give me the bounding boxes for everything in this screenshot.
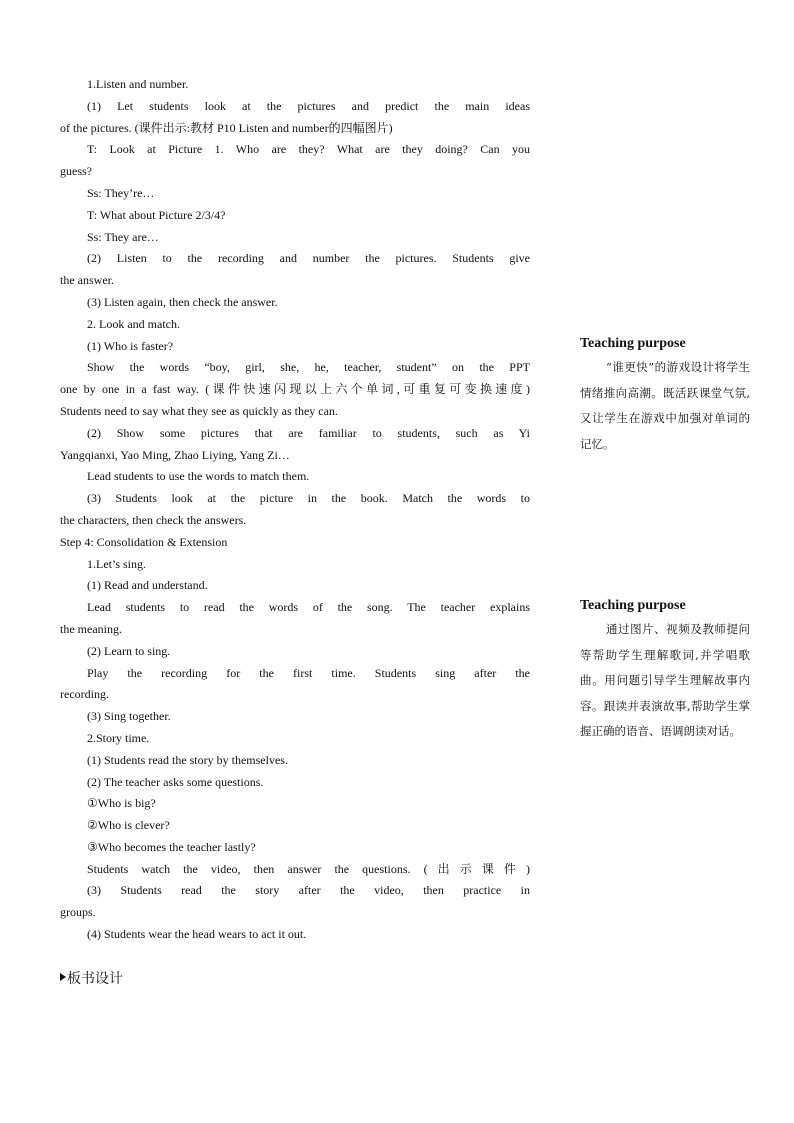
- lesson-steps-column: [60, 74, 530, 946]
- text-line: (1) Let students look at the pictures and predict the main ideas: [87, 98, 530, 113]
- side-note-title: Teaching purpose: [580, 598, 686, 613]
- text-line: 2.Story time.: [87, 730, 150, 745]
- text-line: Students need to say what they see as quickly as they can.: [60, 403, 338, 418]
- text-line: guess?: [60, 164, 92, 179]
- text-line: (3) Listen again, then check the answer.: [87, 294, 278, 309]
- side-note-title: Teaching purpose: [580, 336, 686, 351]
- text-line: Lead students to use the words to match them.: [87, 469, 310, 484]
- text-line: Play the recording for the first time. Students sing after the: [87, 665, 530, 680]
- text-line: (2) Show some pictures that are familiar to students, such as Yi: [87, 425, 530, 440]
- text-line: T: What about Picture 2/3/4?: [87, 207, 226, 222]
- side-note-1: [580, 333, 750, 457]
- text-line: (2) The teacher asks some questions.: [87, 774, 264, 789]
- text-line: the meaning.: [60, 621, 122, 636]
- text-line: of the pictures. (课件出示:教材 P10 Listen and number的四幅图片): [60, 120, 393, 135]
- text-line: recording.: [60, 687, 109, 702]
- side-note-2: [580, 595, 750, 745]
- text-line: the answer.: [60, 273, 114, 288]
- text-line: one by one in a fast way. (课件快速闪现以上六个单词,可重复可变换速度): [60, 382, 530, 397]
- step-heading: Step 4: Consolidation & Extension: [60, 534, 228, 549]
- board-design-label: 板书设计: [67, 971, 123, 987]
- text-line: (3) Students look at the picture in the book. Match the words to: [87, 491, 530, 506]
- text-line: ②Who is clever?: [87, 818, 170, 833]
- text-line: (1) Students read the story by themselves.: [87, 752, 288, 767]
- triangle-bullet-icon: [60, 973, 66, 981]
- text-line: 1.Let’s sing.: [87, 556, 146, 571]
- text-line: Show the words “boy, girl, she, he, teacher, student” on the PPT: [87, 360, 530, 375]
- text-line: (3) Sing together.: [87, 709, 171, 724]
- side-note-text: “谁更快”的游戏设计将学生情绪推向高潮。既活跃课堂气氛,又让学生在游戏中加强对单词的记忆。: [580, 360, 750, 451]
- text-line: (3) Students read the story after the video, then practice in: [87, 883, 530, 898]
- text-line: T: Look at Picture 1. Who are they? What are they doing? Can you: [87, 142, 530, 157]
- text-line: Ss: They are…: [87, 229, 159, 244]
- text-line: (2) Listen to the recording and number the pictures. Students give: [87, 251, 530, 266]
- text-line: 1.Listen and number.: [87, 77, 189, 91]
- text-line: 2. Look and match.: [87, 316, 180, 331]
- text-line: Lead students to read the words of the song. The teacher explains: [87, 600, 530, 615]
- text-line: (4) Students wear the head wears to act it out.: [87, 927, 307, 942]
- text-line: ①Who is big?: [87, 796, 156, 811]
- text-line: (1) Read and understand.: [87, 578, 208, 593]
- text-line: groups.: [60, 905, 96, 920]
- text-line: Ss: They’re…: [87, 185, 155, 200]
- text-line: (1) Who is faster?: [87, 338, 174, 353]
- text-line: ③Who becomes the teacher lastly?: [87, 839, 256, 854]
- text-line: Students watch the video, then answer the questions. (出示课件): [87, 861, 530, 876]
- text-line: (2) Learn to sing.: [87, 643, 171, 658]
- board-design-heading: [60, 968, 123, 988]
- text-line: Yangqianxi, Yao Ming, Zhao Liying, Yang Zi…: [60, 447, 290, 462]
- text-line: the characters, then check the answers.: [60, 512, 247, 527]
- side-note-text: 通过图片、视频及教师提问等帮助学生理解歌词,并学唱歌曲。用问题引导学生理解故事内容。跟读并表演故事,帮助学生掌握正确的语音、语调朗读对话。: [580, 622, 750, 738]
